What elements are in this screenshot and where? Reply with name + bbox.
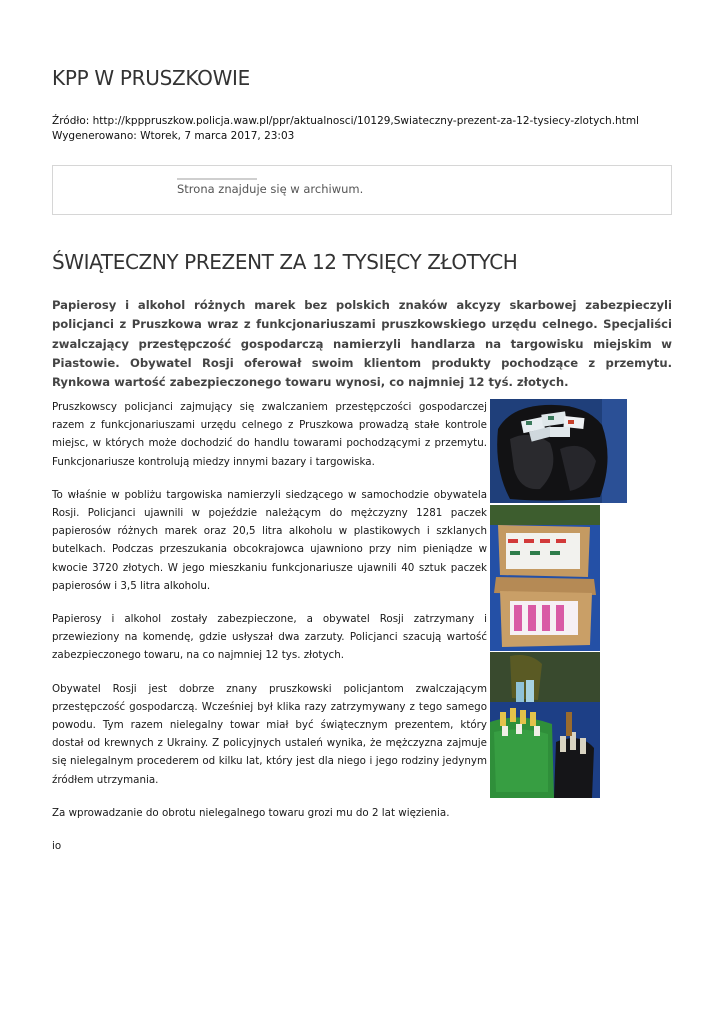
article-title: ŚWIĄTECZNY PREZENT ZA 12 TYSIĘCY ZŁOTYCH (52, 250, 518, 274)
document-meta (52, 114, 639, 143)
article-paragraph: To właśnie w pobliżu targowiska namierzyli siedzącego w samochodzie obywatela Rosji. Policjanci ujawnili w pojeździe należącym do mężczyzny 1281 paczek papierosów różnych marek oraz 20,5 litra alkoholu w plastikowych i szklanych butelkach. Podczas przeszukania obcokrajowca ujawniono przy nim pieniądze w kwocie 3720 złotych. W jego mieszkaniu funkcjonariusze ujawnili 40 sztuk paczek papierosów i 3,5 litra alkoholu. (52, 488, 487, 592)
archive-message: Strona znajduje się w archiwum. (177, 182, 364, 196)
photo-cigarettes-in-bag[interactable] (490, 399, 627, 503)
author-signature: io (52, 840, 62, 853)
archive-divider (177, 178, 257, 180)
photo-cigarette-boxes[interactable] (490, 505, 600, 651)
article-paragraph: Papierosy i alkohol zostały zabezpieczone, a obywatel Rosji zatrzymany i przewieziony na komendę, gdzie usłyszał dwa zarzuty. Policjanci szacują wartość zabezpieczonego towaru, na co najmniej 12 tys. złotych. (52, 613, 487, 662)
article-paragraph: Za wprowadzanie do obrotu nielegalnego towaru grozi mu do 2 lat więzienia. (52, 806, 450, 819)
archive-notice (52, 165, 672, 215)
source-line[interactable]: Źródło: http://kpppruszkow.policja.waw.pl/ppr/aktualnosci/10129,Swiateczny-prezent-za-12-tysiecy-zlotych.html (52, 115, 639, 127)
generated-line: Wygenerowano: Wtorek, 7 marca 2017, 23:03 (52, 129, 295, 142)
site-title: KPP W PRUSZKOWIE (52, 66, 250, 90)
photo-alcohol-bottles[interactable] (490, 652, 600, 798)
article-paragraph: Pruszkowscy policjanci zajmujący się zwalczaniem przestępczości gospodarczej razem z funkcjonariuszami urzędu celnego z Pruszkowa prowadzą stałe kontrole miejsc, w których może dochodzić do handlu towarami pochodzącymi z przemytu. Funkcjonariusze kontrolują miedzy innymi bazary i targowiska. (52, 401, 487, 468)
article-lead: Papierosy i alkohol różnych marek bez polskich znaków akcyzy skarbowej zabezpieczyli policjanci z Pruszkowa wraz z funkcjonariuszami pruszkowskiego urzędu celnego. Specjaliści zwalczający przestępczość gospodarczą namierzyli handlarza na targowisku miejskim w Piastowie. Obywatel Rosji oferował swoim klientom produkty pochodzące z przemytu. Rynkowa wartość zabezpieczonego towaru wynosi, co najmniej 12 tyś. złotych. (52, 298, 672, 390)
article-paragraph: Obywatel Rosji jest dobrze znany pruszkowski policjantom zwalczającym przestępczość gospodarczą. Wcześniej był klika razy zatrzymywany z tego samego powodu. Tym razem nielegalny towar miał być świątecznym prezentem, który dostał od krewnych z Ukrainy. Z policyjnych ustaleń wynika, że mężczyzna zajmuje się nielegalnym procederem od kilku lat, który jest dla niego i jego rodziny jedynym źródłem utrzymania. (52, 682, 487, 786)
article-body (52, 398, 487, 870)
